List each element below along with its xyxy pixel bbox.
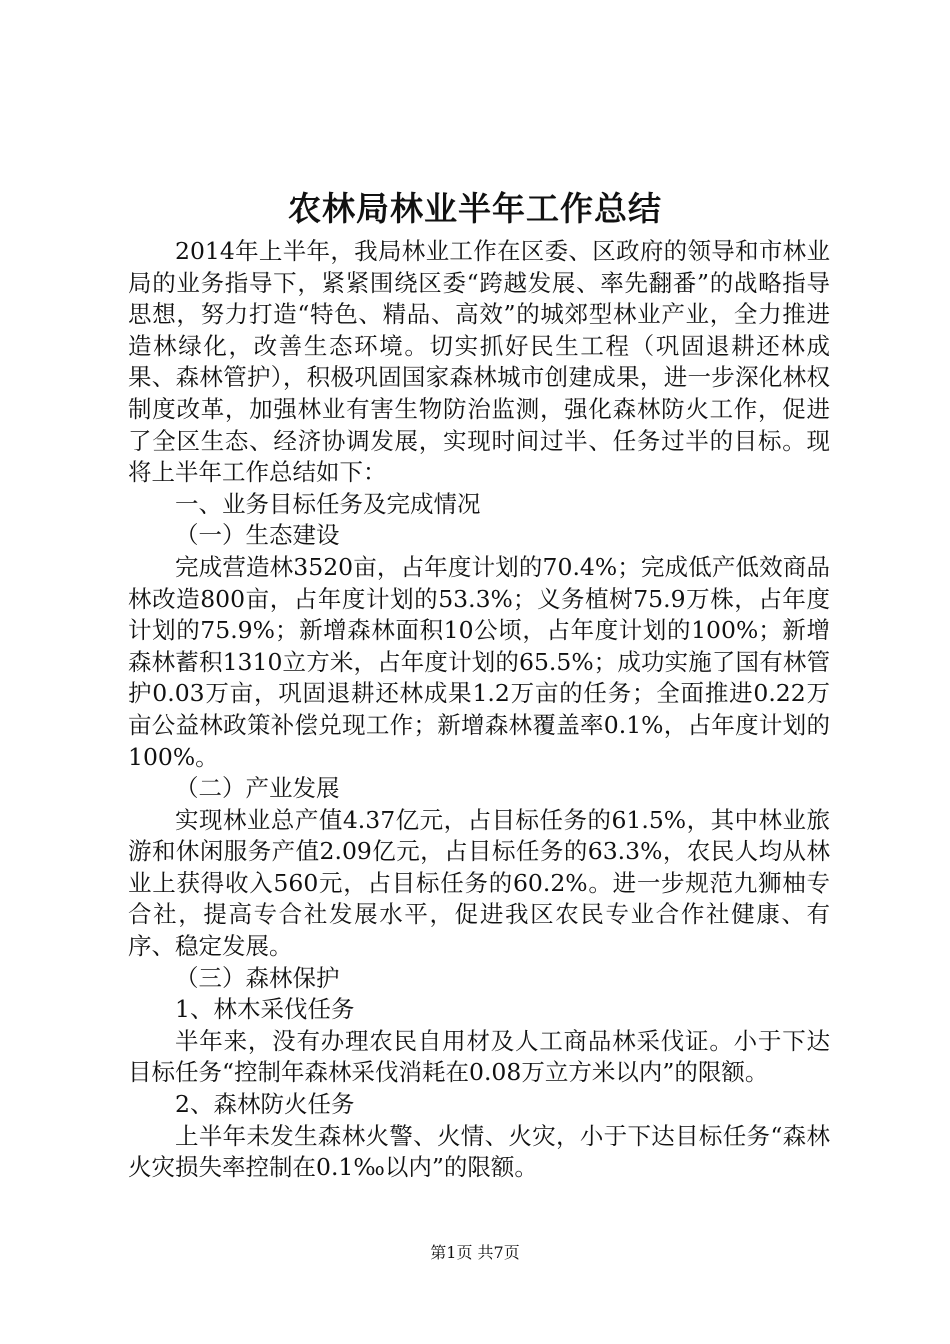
item-heading-logging: 1、林木采伐任务 <box>175 995 355 1024</box>
intro-paragraph: 2014年上半年，我局林业工作在区委、区政府的领导和市林业局的业务指导下，紧紧围绕区委“跨越发展、率先翻番”的战略指导思想，努力打造“特色、精品、高效”的城郊型林业产业，全力推进造林绿化，改善生态环境。切实抓好民生工程（巩固退耕还林成果、森林管护），积极巩固国家森林城市创建成果，进一步深化林权制度改革，加强林业有害生物防治监测，强化森林防火工作，促进了全区生态、经济协调发展，实现时间过半、任务过半的目标。现将上半年工作总结如下： <box>128 237 830 487</box>
document-body <box>128 236 830 1184</box>
page-number-footer: 第1页 共7页 <box>430 1243 520 1262</box>
industry-paragraph: 实现林业总产值4.37亿元，占目标任务的61.5%，其中林业旅游和休闲服务产值2.09亿元，占目标任务的63.3%，农民人均从林业上获得收入560元，占目标任务的60.2%。进一步规范九狮柚专合社，提高专合社发展水平，促进我区农民专业合作社健康、有序、稳定发展。 <box>128 805 830 961</box>
subsection-heading-industry: （二）产业发展 <box>175 774 340 803</box>
subsection-heading-ecology: （一）生态建设 <box>175 521 340 550</box>
ecology-paragraph: 完成营造林3520亩，占年度计划的70.4%；完成低产低效商品林改造800亩，占年度计划的53.3%；义务植树75.9万株，占年度计划的75.9%；新增森林面积10公顷，占年度计划的100%；新增森林蓄积1310立方米，占年度计划的65.5%；成功实施了国有林管护0.03万亩，巩固退耕还林成果1.2万亩的任务；全面推进0.22万亩公益林政策补偿兑现工作；新增森林覆盖率0.1%，占年度计划的100%。 <box>128 552 830 771</box>
subsection-heading-forest-protection: （三）森林保护 <box>175 963 340 992</box>
logging-paragraph: 半年来，没有办理农民自用材及人工商品林采伐证。小于下达目标任务“控制年森林采伐消耗在0.08万立方米以内”的限额。 <box>128 1026 830 1087</box>
section-heading-business-targets: 一、业务目标任务及完成情况 <box>175 489 481 518</box>
document-title: 农林局林业半年工作总结 <box>288 189 662 228</box>
item-heading-fire-prevention: 2、森林防火任务 <box>175 1090 355 1119</box>
fire-prevention-paragraph: 上半年未发生森林火警、火情、火灾，小于下达目标任务“森林火灾损失率控制在0.1‰以内”的限额。 <box>128 1121 830 1182</box>
